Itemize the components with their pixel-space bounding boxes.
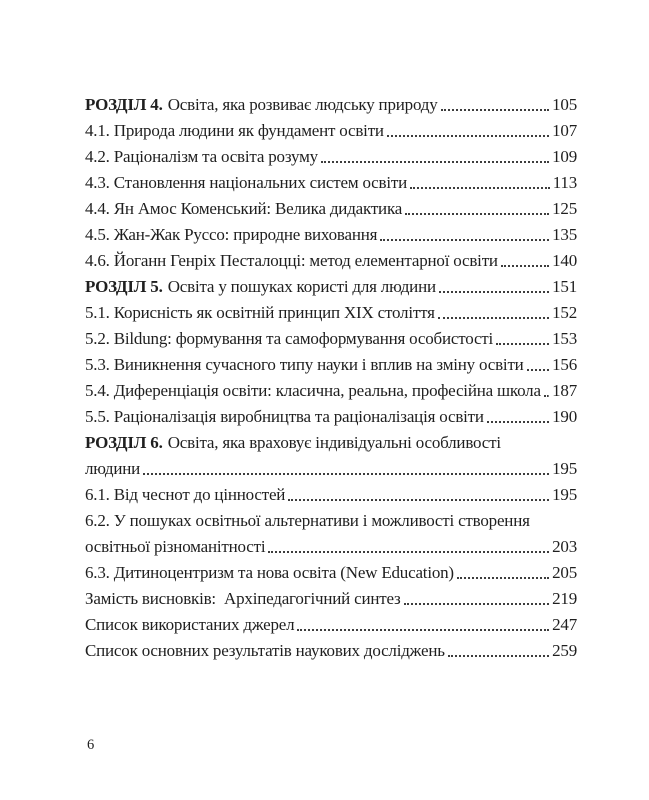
dot-leader (404, 603, 550, 605)
toc-entry-page-number: 109 (552, 147, 577, 166)
toc-entry-page-number: 259 (552, 641, 577, 660)
dot-leader (321, 161, 549, 163)
dot-leader (448, 655, 549, 657)
toc-entry-title: Освіта у пошуках користі для людини (167, 277, 436, 296)
toc-entry-line (85, 326, 577, 352)
toc-entry-line (85, 612, 577, 638)
toc-entry-title: Замість висновків: Архіпедагогічний синтез (85, 589, 401, 608)
toc-entry-page-number: 205 (552, 563, 577, 582)
table-of-contents (85, 92, 577, 664)
toc-entry-page-number: 107 (552, 121, 577, 140)
toc-entry-title: 4.5. Жан-Жак Руссо: природне виховання (85, 225, 378, 244)
dot-leader (410, 187, 550, 189)
toc-entry-page-number: 247 (552, 615, 577, 634)
toc-entry-line (85, 456, 577, 482)
toc-entry-line (85, 274, 577, 300)
toc-entry-chapter-label: РОЗДІЛ 4. (85, 95, 163, 114)
toc-entry-line (85, 638, 577, 664)
dot-leader (438, 317, 549, 319)
toc-entry-line (85, 430, 577, 456)
toc-entry-title: 4.1. Природа людини як фундамент освіти (85, 121, 384, 140)
toc-entry-line (85, 92, 577, 118)
toc-entry-title: Освіта, яка розвиває людську природу (167, 95, 438, 114)
toc-entry-line (85, 404, 577, 430)
toc-entry-page-number: 140 (552, 251, 577, 270)
toc-entry-title: 4.3. Становлення національних систем освіти (85, 173, 407, 192)
toc-entry-line (85, 352, 577, 378)
dot-leader (457, 577, 549, 579)
toc-entry-title: освітньої різноманітності (85, 537, 266, 556)
dot-leader (544, 395, 549, 397)
toc-entry-title: 6.1. Від чеснот до цінностей (85, 485, 286, 504)
toc-entry-title: 6.3. Дитиноцентризм та нова освіта (New Education) (85, 563, 454, 582)
toc-entry-page-number: 190 (552, 407, 577, 426)
toc-entry-title: 5.4. Диференціація освіти: класична, реальна, професійна школа (85, 381, 541, 400)
toc-entry-line (85, 482, 577, 508)
toc-entry-page-number: 135 (552, 225, 577, 244)
toc-entry-page-number: 195 (552, 485, 577, 504)
toc-entry-title: 5.2. Bildung: формування та самоформування особистості (85, 329, 494, 348)
toc-entry-title: Список використаних джерел (85, 615, 295, 634)
dot-leader (297, 629, 549, 631)
dot-leader (387, 135, 549, 137)
dot-leader (380, 239, 549, 241)
toc-entry-title: 4.2. Раціоналізм та освіта розуму (85, 147, 318, 166)
dot-leader (439, 291, 549, 293)
toc-entry-line (85, 222, 577, 248)
dot-leader (268, 551, 549, 553)
toc-entry-line (85, 586, 577, 612)
toc-entry-line (85, 144, 577, 170)
toc-entry-page-number: 152 (552, 303, 577, 322)
footer-page-number: 6 (87, 737, 95, 753)
toc-entry-chapter-label: РОЗДІЛ 5. (85, 277, 163, 296)
toc-entry-page-number: 219 (552, 589, 577, 608)
toc-entry-chapter-label: РОЗДІЛ 6. (85, 433, 163, 452)
toc-entry-line (85, 248, 577, 274)
dot-leader (441, 109, 550, 111)
dot-leader (405, 213, 549, 215)
toc-entry-line (85, 118, 577, 144)
toc-entry-page-number: 153 (552, 329, 577, 348)
toc-entry-line (85, 300, 577, 326)
toc-entry-title: Список основних результатів наукових досліджень (85, 641, 445, 660)
toc-entry-page-number: 195 (552, 459, 577, 478)
toc-entry-line (85, 508, 577, 534)
toc-entry-line (85, 560, 577, 586)
toc-entry-page-number: 125 (552, 199, 577, 218)
dot-leader (501, 265, 549, 267)
toc-entry-title: 4.6. Йоганн Генріх Песталоцці: метод елементарної освіти (85, 251, 498, 270)
toc-entry-title: Освіта, яка враховує індивідуальні особливості (167, 433, 501, 452)
dot-leader (527, 369, 550, 371)
dot-leader (487, 421, 549, 423)
toc-entry-title: 6.2. У пошуках освітньої альтернативи і можливості створення (85, 511, 530, 530)
toc-entry-page-number: 151 (552, 277, 577, 296)
dot-leader (496, 343, 549, 345)
toc-entry-page-number: 156 (552, 355, 577, 374)
toc-entry-title: людини (85, 459, 141, 478)
toc-entry-title: 5.5. Раціоналізація виробництва та раціоналізація освіти (85, 407, 484, 426)
toc-entry-page-number: 113 (552, 173, 577, 192)
toc-entry-page-number: 187 (552, 381, 577, 400)
toc-entry-line (85, 534, 577, 560)
toc-entry-line (85, 378, 577, 404)
toc-entry-line (85, 196, 577, 222)
dot-leader (143, 473, 549, 475)
toc-entry-title: 5.1. Корисність як освітній принцип XIX століття (85, 303, 435, 322)
toc-entry-page-number: 105 (552, 95, 577, 114)
dot-leader (288, 499, 549, 501)
toc-entry-title: 4.4. Ян Амос Коменський: Велика дидактика (85, 199, 403, 218)
toc-entry-page-number: 203 (552, 537, 577, 556)
toc-entry-line (85, 170, 577, 196)
toc-entry-title: 5.3. Виникнення сучасного типу науки і вплив на зміну освіти (85, 355, 524, 374)
